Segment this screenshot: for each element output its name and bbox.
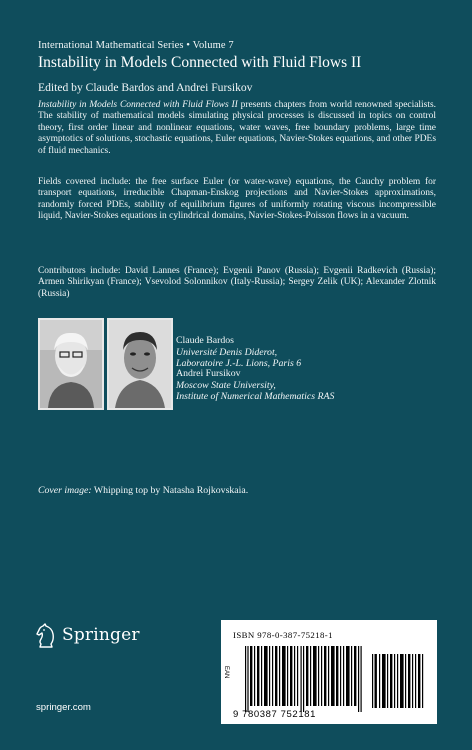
isbn-text: ISBN 978-0-387-75218-1: [233, 630, 333, 640]
italic-title: Instability in Models Connected with Fluid Flows II: [38, 100, 238, 110]
fields-paragraph: Fields covered include: the free surface Euler (or water-wave) equations, the Cauchy problem for transport equations, irreducible Chapman-Enskog projections and Navier-Stokes approximations, randomly forced PDEs, stability of equilibrium figures of uniformly rotating viscous incompressible liquid, Navier-Stokes equations in cylindrical domains, Navier-Stokes-Poisson flows in a vacuum.: [38, 177, 436, 222]
photo-claude-bardos: [38, 318, 104, 410]
barcode-digits: 9 780387 752181: [233, 709, 316, 720]
springer-knight-icon: [34, 622, 58, 649]
barcode-panel: [221, 620, 437, 724]
editor2-block: [176, 368, 334, 403]
description-text: presents chapters from world renowned specialists. The stability of mathematical models simulating physical processes is discussed in topics on control theory, first order linear and nonlinear equations, water waves, free boundary problems, large time asymptotics of solutions, stochastic equations, Euler equations, Navier-Stokes equations, and other PDEs of fluid mechanics.: [38, 100, 436, 156]
springer-logo: [34, 621, 140, 649]
editor1-affiliation-line2: Laboratoire J.-L. Lions, Paris 6: [176, 358, 302, 370]
editor2-affiliation-line1: Moscow State University,: [176, 379, 276, 391]
description-paragraph: [38, 100, 436, 157]
cover-image-label: Cover image:: [38, 485, 92, 496]
cover-image-text: Whipping top by Natasha Rojkovskaia.: [91, 485, 249, 496]
publisher-name: Springer: [62, 625, 140, 645]
editor2-affiliation-line2: Institute of Numerical Mathematics RAS: [176, 391, 335, 403]
editor1-affiliation-line1: Université Denis Diderot,: [176, 346, 278, 358]
editor1-name: Claude Bardos: [176, 335, 234, 346]
cover-image-credit: [38, 485, 248, 496]
addon-barcode: [371, 646, 427, 708]
editor1-block: [176, 335, 301, 370]
contributors-paragraph: Contributors include: David Lannes (France); Evgenii Panov (Russia); Evgenii Radkevich (Russia); Armen Shirikyan (France); Vsevolod Solonnikov (Italy-Russia); Sergey Zelik (UK); Alexander Zlotnik (Russia): [38, 266, 436, 299]
publisher-url[interactable]: springer.com: [36, 702, 91, 713]
ean-label: EAN: [223, 666, 229, 679]
ean-barcode: [243, 646, 363, 712]
book-title: Instability in Models Connected with Fluid Flows II: [38, 54, 362, 71]
editor2-name: Andrei Fursikov: [176, 368, 241, 379]
series-line: International Mathematical Series • Volume 7: [38, 40, 234, 51]
photo-andrei-fursikov: [107, 318, 173, 410]
editors-line: Edited by Claude Bardos and Andrei Fursikov: [38, 81, 253, 94]
